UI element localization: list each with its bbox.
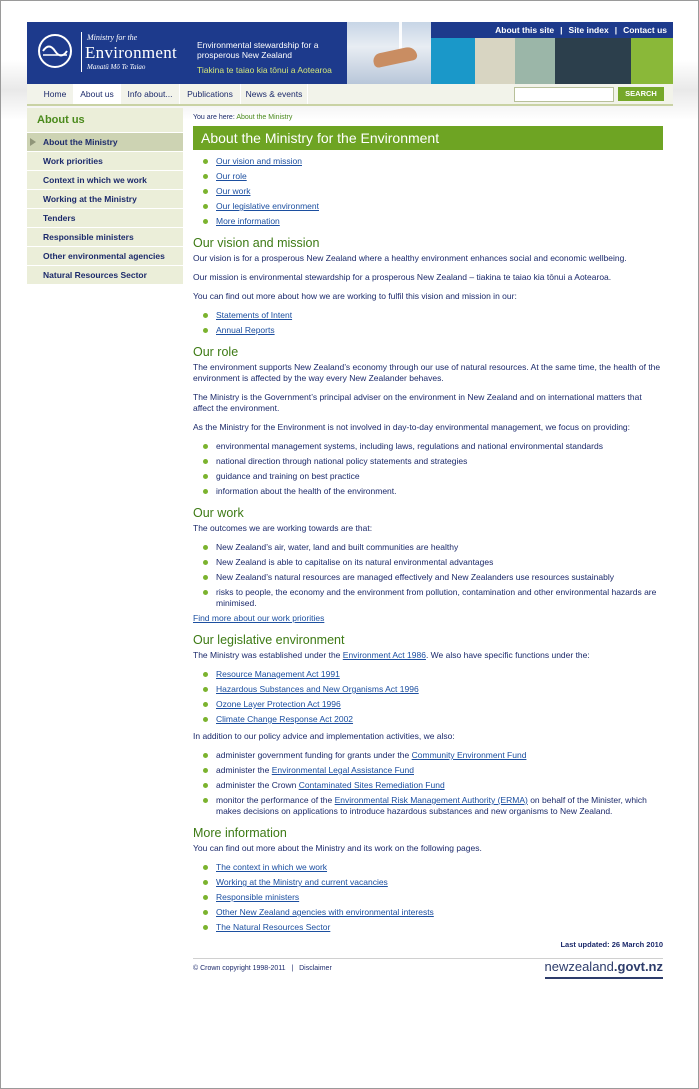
tab-news-events[interactable]: News & events: [241, 84, 308, 104]
vision-heading: Our vision and mission: [193, 236, 320, 250]
list-item: [203, 699, 663, 710]
logo-maori-text: Manatū Mō Te Taiao: [87, 63, 146, 71]
color-block: [475, 38, 515, 84]
logo-ministry-text: Ministry for the: [87, 33, 138, 42]
color-block: [555, 38, 631, 84]
sidebar-item-ministers[interactable]: Responsible ministers: [27, 227, 183, 246]
breadcrumb: [193, 112, 663, 124]
list-item: [203, 750, 663, 761]
statements-of-intent-link[interactable]: Statements of Intent: [216, 310, 293, 320]
tagline-maori: Tiakina te taiao kia tōnui a Aotearoa: [197, 65, 332, 75]
work-priorities-link[interactable]: Find more about our work priorities: [193, 613, 325, 623]
act-link[interactable]: Ozone Layer Protection Act 1996: [216, 699, 341, 709]
nz-govt-text: newzealand: [544, 959, 614, 974]
search-button[interactable]: SEARCH: [618, 87, 664, 101]
list-item: [203, 795, 663, 817]
disclaimer-link[interactable]: Disclaimer: [299, 965, 332, 972]
paragraph: In addition to our policy advice and implementation activities, we also:: [193, 731, 455, 741]
nz-govt-suffix: .govt.nz: [613, 959, 663, 974]
list-item: information about the health of the environment.: [203, 486, 663, 497]
nz-govt-underline: [545, 977, 663, 979]
paragraph: Our mission is environmental stewardship for a prosperous New Zealand – tiakina te taiao kia tōnui a Aotearoa.: [193, 272, 612, 282]
more-link[interactable]: The context in which we work: [216, 862, 328, 872]
list-item: environmental management systems, including laws, regulations and national environmental standards: [203, 441, 663, 452]
site-index-link[interactable]: Site index: [568, 25, 609, 35]
sidebar-item-other-agencies[interactable]: Other environmental agencies: [27, 246, 183, 265]
toc-link[interactable]: Our role: [216, 171, 247, 181]
paragraph: You can find out more about the Ministry and its work on the following pages.: [193, 843, 482, 853]
top-links: [431, 22, 673, 38]
list-item: [203, 907, 663, 918]
paragraph: Our vision is for a prosperous New Zealand where a healthy environment enhances social and economic wellbeing.: [193, 253, 627, 263]
tab-info-about[interactable]: Info about...: [121, 84, 180, 104]
work-heading: Our work: [193, 506, 244, 520]
list-item: [203, 310, 663, 321]
list-item: [203, 669, 663, 680]
list-item: risks to people, the economy and the environment from pollution, contamination and other environmental hazards are minimised.: [203, 587, 663, 609]
toc-link[interactable]: Our vision and mission: [216, 156, 302, 166]
hand-image: [372, 46, 418, 69]
tagline: Environmental stewardship for a prosperous New Zealand: [197, 40, 319, 60]
list-item: [203, 156, 663, 167]
header: [27, 22, 673, 84]
main-content: [193, 108, 663, 979]
footer: [193, 959, 663, 979]
logo[interactable]: [27, 22, 184, 84]
search-input[interactable]: [514, 87, 614, 102]
sidebar-item-working[interactable]: Working at the Ministry: [27, 189, 183, 208]
paragraph: [193, 613, 663, 624]
vision-links: [193, 310, 663, 336]
also-list: [193, 750, 663, 817]
text: administer the: [216, 765, 270, 775]
text: The Ministry was established under the: [193, 650, 341, 660]
header-photo: [347, 22, 431, 84]
paragraph: The Ministry is the Government’s principal adviser on the environment in New Zealand and on international matters that affect the environment.: [193, 392, 642, 413]
list-item: [203, 186, 663, 197]
list-item: [203, 922, 663, 933]
list-item: [203, 877, 663, 888]
acts-list: [193, 669, 663, 725]
text: administer the Crown: [216, 780, 297, 790]
main-nav: [27, 84, 673, 106]
act-link[interactable]: Resource Management Act 1991: [216, 669, 340, 679]
separator: |: [614, 25, 618, 35]
list-item: guidance and training on best practice: [203, 471, 663, 482]
tab-about-us[interactable]: About us: [74, 84, 121, 104]
paragraph: [193, 650, 663, 661]
more-link[interactable]: The Natural Resources Sector: [216, 922, 331, 932]
act-link[interactable]: Climate Change Response Act 2002: [216, 714, 354, 724]
act-link[interactable]: Hazardous Substances and New Organisms Act 1996: [216, 684, 419, 694]
toc-link[interactable]: Our work: [216, 186, 251, 196]
sidebar-item-natural-resources[interactable]: Natural Resources Sector: [27, 265, 183, 284]
list-item: [203, 714, 663, 725]
text: administer government funding for grants under the: [216, 750, 410, 760]
toc-list: [193, 156, 663, 227]
role-heading: Our role: [193, 345, 239, 359]
color-block: [431, 38, 475, 84]
sidebar-item-about-ministry[interactable]: About the Ministry: [27, 132, 183, 151]
list-item: [203, 171, 663, 182]
legislative-heading: Our legislative environment: [193, 633, 345, 647]
sidebar-item-tenders[interactable]: Tenders: [27, 208, 183, 227]
tab-home[interactable]: Home: [37, 84, 74, 104]
site: [27, 22, 673, 974]
text: on behalf of the Minister, which makes decisions on applications to introduce hazardous substances and new organisms to New Zealand.: [216, 795, 647, 816]
copyright: © Crown copyright 1998-2011: [193, 965, 286, 972]
contact-us-link[interactable]: Contact us: [623, 25, 667, 35]
list-item: [203, 201, 663, 212]
text: monitor the performance of the: [216, 795, 333, 805]
more-links: [193, 862, 663, 933]
color-block: [631, 38, 673, 84]
work-list: [193, 542, 663, 609]
sidebar-title: About us: [27, 108, 183, 132]
list-item: [203, 765, 663, 776]
sidebar-item-context[interactable]: Context in which we work: [27, 170, 183, 189]
paragraph: As the Ministry for the Environment is not involved in day-to-day environmental management, we focus on providing:: [193, 422, 631, 432]
fund-link[interactable]: Environmental Legal Assistance Fund: [271, 765, 414, 775]
list-item: New Zealand’s natural resources are managed effectively and New Zealanders use resources sustainably: [203, 572, 663, 583]
list-item: [203, 325, 663, 336]
list-item: [203, 892, 663, 903]
toc-link[interactable]: Our legislative environment: [216, 201, 319, 211]
nz-govt-logo[interactable]: [545, 961, 664, 972]
text: . We also have specific functions under the:: [425, 650, 590, 660]
color-block: [515, 38, 555, 84]
fund-link[interactable]: Contaminated Sites Remediation Fund: [298, 780, 445, 790]
list-item: New Zealand’s air, water, land and built communities are healthy: [203, 542, 663, 553]
annual-reports-link[interactable]: Annual Reports: [216, 325, 275, 335]
list-item: [203, 780, 663, 791]
more-heading: More information: [193, 826, 287, 840]
separator: |: [291, 965, 294, 972]
fund-link[interactable]: Community Environment Fund: [411, 750, 527, 760]
erma-link[interactable]: Environmental Risk Management Authority (ERMA): [334, 795, 528, 805]
page-title: About the Ministry for the Environment: [193, 126, 663, 150]
more-link[interactable]: Working at the Ministry and current vacancies: [216, 877, 388, 887]
list-item: New Zealand is able to capitalise on its natural environmental advantages: [203, 557, 663, 568]
list-item: [203, 862, 663, 873]
more-link[interactable]: Responsible ministers: [216, 892, 300, 902]
sidebar-item-work-priorities[interactable]: Work priorities: [27, 151, 183, 170]
ministry-logo-icon: [37, 33, 73, 69]
role-list: [193, 441, 663, 497]
separator: |: [560, 25, 563, 35]
sidebar: [27, 108, 183, 284]
list-item: [203, 216, 663, 227]
logo-environment-text: Environment: [85, 43, 178, 62]
more-link[interactable]: Other New Zealand agencies with environmental interests: [216, 907, 434, 917]
last-updated: Last updated: 26 March 2010: [560, 940, 663, 949]
toc-link[interactable]: More information: [216, 216, 280, 226]
about-this-site-link[interactable]: About this site: [495, 25, 555, 35]
paragraph: You can find out more about how we are working to fulfil this vision and mission in our:: [193, 291, 517, 301]
logo-divider: [81, 32, 82, 72]
breadcrumb-current[interactable]: About the Ministry: [236, 114, 293, 121]
tab-publications[interactable]: Publications: [180, 84, 241, 104]
list-item: [203, 684, 663, 695]
list-item: national direction through national policy statements and strategies: [203, 456, 663, 467]
breadcrumb-prefix: You are here:: [193, 114, 235, 121]
paragraph: The outcomes we are working towards are that:: [193, 523, 373, 533]
environment-act-link[interactable]: Environment Act 1986: [342, 650, 426, 660]
paragraph: The environment supports New Zealand’s economy through our use of natural resources. At the same time, the health of the environment is affected by the way every New Zealander behaves.: [193, 362, 661, 383]
